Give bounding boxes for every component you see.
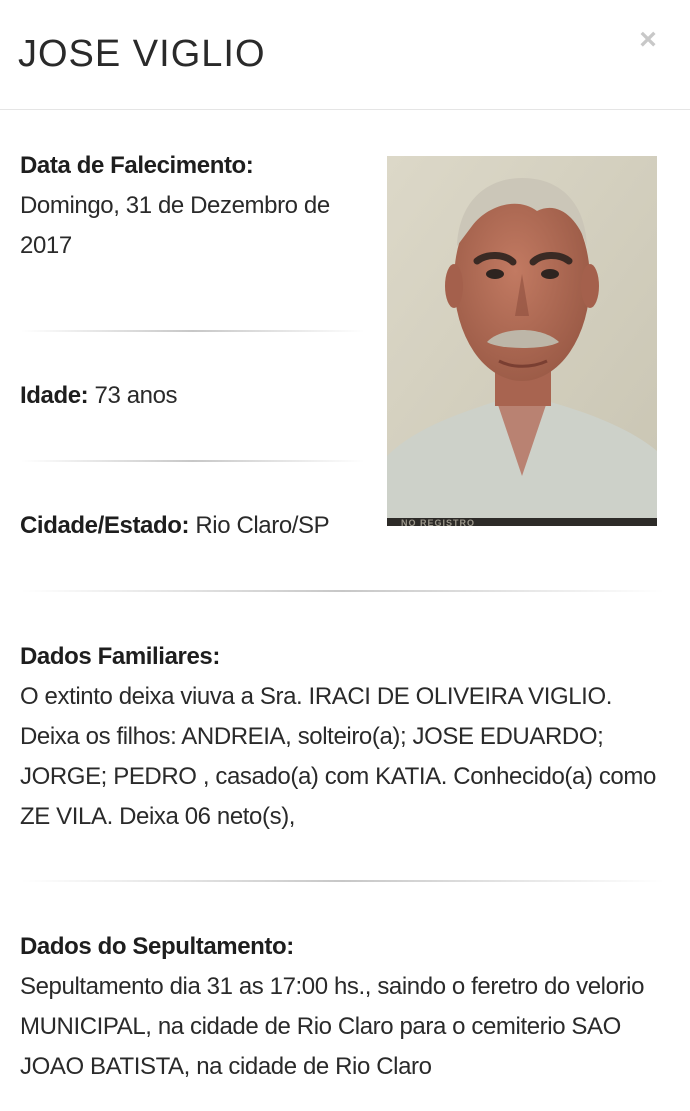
portrait-image — [387, 156, 657, 526]
death-date-section — [20, 146, 370, 266]
age-section — [20, 376, 370, 416]
family-section — [20, 637, 670, 837]
divider — [20, 460, 365, 462]
burial-label: Dados do Sepultamento: — [20, 933, 294, 960]
deceased-photo — [387, 156, 657, 526]
family-label: Dados Familiares: — [20, 643, 220, 670]
age-value: 73 anos — [88, 382, 178, 409]
divider — [20, 880, 665, 882]
close-icon[interactable]: × — [639, 23, 657, 56]
city-label: Cidade/Estado: — [20, 512, 190, 539]
burial-value: Sepultamento dia 31 as 17:00 hs., saindo o feretro do velorio MUNICIPAL, na cidade de Rio Claro para o cemiterio SAO JOAO BATISTA, na cidade de Rio Claro — [20, 973, 645, 1080]
city-value: Rio Claro/SP — [189, 512, 330, 539]
divider — [20, 590, 665, 592]
death-date-value: Domingo, 31 de Dezembro de 2017 — [20, 192, 330, 259]
family-value: O extinto deixa viuva a Sra. IRACI DE OLIVEIRA VIGLIO. Deixa os filhos: ANDREIA, solteiro(a); JOSE EDUARDO; JORGE; PEDRO , casado(a) com KATIA. Conhecido(a) como ZE VILA. Deixa 06 neto(s), — [20, 683, 656, 830]
death-date-label: Data de Falecimento: — [20, 152, 254, 179]
photo-caption: NO REGISTRO — [401, 518, 476, 526]
burial-section — [20, 927, 670, 1087]
modal-header — [0, 0, 690, 110]
city-section — [20, 506, 380, 546]
divider — [20, 330, 365, 332]
age-label: Idade: — [20, 382, 89, 409]
page-title: JOSE VIGLIO — [18, 33, 266, 75]
